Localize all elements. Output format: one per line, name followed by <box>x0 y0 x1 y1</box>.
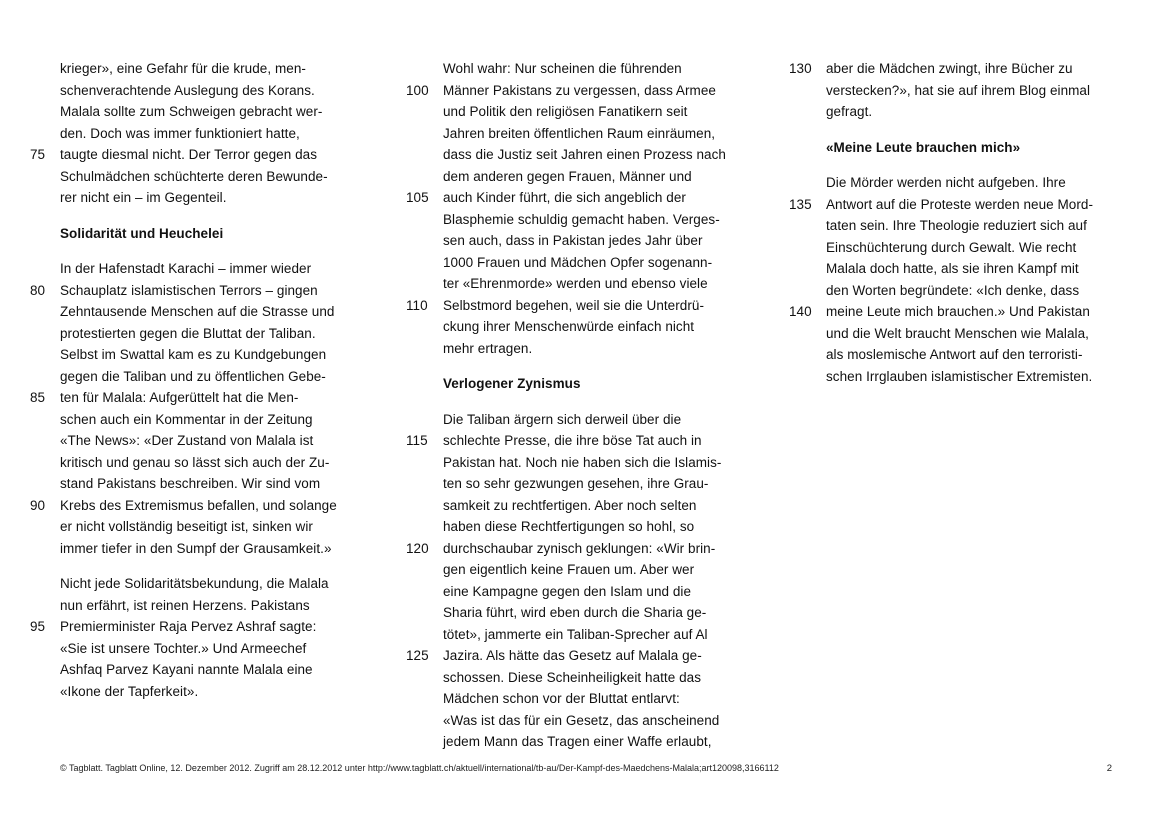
line-text: rer nicht ein – im Gegenteil. <box>60 190 227 205</box>
line-number: 130 <box>789 61 812 76</box>
line-text: krieger», eine Gefahr für die krude, men- <box>60 61 306 76</box>
text-line <box>60 344 360 366</box>
text-line <box>443 495 743 517</box>
line-text: «Was ist das für ein Gesetz, das anscheinend <box>443 712 720 728</box>
line-text: meine Leute mich brauchen.» Und Pakistan <box>826 304 1090 319</box>
line-text: Männer Pakistans zu vergessen, dass Armee <box>443 82 716 98</box>
text-line <box>60 473 360 495</box>
line-text: nun erfährt, ist reinen Herzens. Pakistans <box>60 597 310 613</box>
line-text: «Sie ist unsere Tochter.» Und Armeechef <box>60 640 307 656</box>
line-number: 135 <box>789 196 812 212</box>
text-line <box>406 645 743 667</box>
line-text: «Ikone der Tapferkeit». <box>60 683 199 699</box>
text-line <box>443 101 743 123</box>
text-line <box>60 409 360 431</box>
line-text: jedem Mann das Tragen einer Waffe erlaubt, <box>443 734 712 749</box>
line-text: Schulmädchen schüchterte deren Bewunde- <box>60 168 328 184</box>
text-line <box>406 187 743 209</box>
text-line <box>789 58 1126 80</box>
paragraph-gap <box>60 209 360 223</box>
line-text: taugte diesmal nicht. Der Terror gegen das <box>60 147 317 162</box>
paragraph-gap <box>826 158 1126 172</box>
text-line <box>443 624 743 646</box>
text-line <box>30 616 360 638</box>
line-text: Premierminister Raja Pervez Ashraf sagte: <box>60 619 317 634</box>
text-line <box>826 215 1126 237</box>
line-text: und die Welt braucht Menschen wie Malala, <box>826 325 1089 341</box>
source-citation: © Tagblatt. Tagblatt Online, 12. Dezember 2012. Zugriff am 28.12.2012 unter http://www.tagblatt.ch/aktuell/international/tb-au/Der-Kampf-des-Maedchens-Malala;art120098,3166112 <box>60 763 779 773</box>
line-number: 140 <box>789 304 812 319</box>
text-line <box>443 710 743 732</box>
line-number: 100 <box>406 82 429 98</box>
text-line <box>60 58 360 80</box>
line-text: Nicht jede Solidaritätsbekundung, die Malala <box>60 576 329 591</box>
line-text: ten so sehr gezwungen gesehen, ihre Grau- <box>443 476 709 491</box>
line-text: Wohl wahr: Nur scheinen die führenden <box>443 61 682 76</box>
line-text: schlechte Presse, die ihre böse Tat auch in <box>443 433 702 448</box>
text-line <box>60 123 360 145</box>
line-text: Krebs des Extremismus befallen, und solange <box>60 497 337 513</box>
line-text: Jahren breiten öffentlichen Raum einräumen, <box>443 125 716 141</box>
line-text: Die Taliban ärgern sich derweil über die <box>443 411 682 427</box>
line-text: tötet», jammerte ein Taliban-Sprecher auf Al <box>443 626 708 642</box>
line-text: «Meine Leute brauchen mich» <box>826 139 1021 155</box>
line-number: 110 <box>406 297 428 313</box>
paragraph-gap <box>443 359 743 373</box>
line-text: schenverachtende Auslegung des Korans. <box>60 82 315 98</box>
text-line <box>60 681 360 703</box>
line-text: 1000 Frauen und Mädchen Opfer sogenann- <box>443 254 713 270</box>
line-text: taten sein. Ihre Theologie reduziert sich auf <box>826 218 1087 233</box>
text-line <box>443 559 743 581</box>
line-text: gefragt. <box>826 104 873 119</box>
text-line <box>30 387 360 409</box>
text-line <box>443 516 743 538</box>
line-text: schossen. Diese Scheinheiligkeit hatte das <box>443 669 701 685</box>
text-line <box>443 58 743 80</box>
line-number: 80 <box>30 282 46 298</box>
line-text: Ashfaq Parvez Kayani nannte Malala eine <box>60 662 313 677</box>
section-heading <box>60 223 360 245</box>
line-text: eine Kampagne gegen den Islam und die <box>443 583 692 599</box>
paragraph-gap <box>60 559 360 573</box>
text-line <box>60 258 360 280</box>
text-line <box>443 581 743 603</box>
text-line <box>443 166 743 188</box>
text-line <box>406 430 743 452</box>
text-line <box>406 295 743 317</box>
line-text: protestierten gegen die Bluttat der Taliban. <box>60 325 316 341</box>
text-line <box>60 538 360 560</box>
line-text: sen auch, dass in Pakistan jedes Jahr über <box>443 233 703 248</box>
line-text: gen eigentlich keine Frauen um. Aber wer <box>443 562 695 577</box>
text-line <box>443 688 743 710</box>
text-line <box>60 80 360 102</box>
line-number: 115 <box>406 433 428 448</box>
line-text: Blasphemie schuldig gemacht haben. Verges- <box>443 211 720 227</box>
text-line <box>443 473 743 495</box>
line-text: In der Hafenstadt Karachi – immer wieder <box>60 261 312 276</box>
paragraph-gap <box>826 123 1126 137</box>
text-line <box>789 301 1126 323</box>
line-number: 90 <box>30 497 46 513</box>
text-line <box>30 495 360 517</box>
line-text: samkeit zu rechtfertigen. Aber noch selten <box>443 497 697 513</box>
line-text: aber die Mädchen zwingt, ihre Bücher zu <box>826 61 1073 76</box>
line-text: er nicht vollständig beseitigt ist, sinken wir <box>60 519 313 534</box>
line-text: ckung ihrer Menschenwürde einfach nicht <box>443 319 695 334</box>
text-line <box>443 123 743 145</box>
line-text: haben diese Rechtfertigungen so hohl, so <box>443 519 695 534</box>
line-text: und Politik den religiösen Fanatikern seit <box>443 104 688 119</box>
text-line <box>443 409 743 431</box>
line-text: Antwort auf die Proteste werden neue Mord- <box>826 196 1093 212</box>
line-text: Einschüchterung durch Gewalt. Wie recht <box>826 239 1077 255</box>
text-line <box>60 187 360 209</box>
line-text: verstecken?», hat sie auf ihrem Blog einmal <box>826 82 1091 98</box>
text-line <box>443 252 743 274</box>
line-number: 85 <box>30 390 46 405</box>
line-text: den. Doch was immer funktioniert hatte, <box>60 125 300 141</box>
text-line <box>443 338 743 360</box>
text-line <box>60 430 360 452</box>
text-line <box>789 194 1126 216</box>
text-line <box>443 316 743 338</box>
text-line <box>60 595 360 617</box>
text-line <box>406 80 743 102</box>
line-text: Schauplatz islamistischen Terrors – gingen <box>60 282 318 298</box>
text-column-2 <box>406 58 743 753</box>
text-line <box>30 280 360 302</box>
line-text: Jazira. Als hätte das Gesetz auf Malala ge- <box>443 648 702 663</box>
line-text: als moslemische Antwort auf den terroristi- <box>826 347 1083 362</box>
text-line <box>60 452 360 474</box>
section-heading <box>826 137 1126 159</box>
text-line <box>826 366 1126 388</box>
paragraph-gap <box>60 244 360 258</box>
line-text: Sharia führt, wird eben durch die Sharia ge- <box>443 605 707 620</box>
text-line <box>826 344 1126 366</box>
text-line <box>443 452 743 474</box>
line-text: ter «Ehrenmorde» werden und ebenso viele <box>443 276 708 291</box>
line-text: Mädchen schon vor der Bluttat entlarvt: <box>443 691 680 706</box>
text-line <box>826 101 1126 123</box>
line-text: gegen die Taliban und zu öffentlichen Gebe- <box>60 368 326 384</box>
line-text: Malala sollte zum Schweigen gebracht wer- <box>60 104 323 119</box>
line-number: 75 <box>30 147 46 162</box>
text-line <box>60 166 360 188</box>
line-text: schen auch ein Kommentar in der Zeitung <box>60 411 313 427</box>
text-column-1 <box>30 58 360 702</box>
line-text: dem anderen gegen Frauen, Männer und <box>443 168 692 184</box>
line-number: 120 <box>406 540 429 556</box>
line-text: Malala doch hatte, als sie ihren Kampf mit <box>826 261 1079 276</box>
text-line <box>443 144 743 166</box>
text-line <box>60 366 360 388</box>
line-text: dass die Justiz seit Jahren einen Prozess nach <box>443 147 726 162</box>
line-text: «The News»: «Der Zustand von Malala ist <box>60 433 314 448</box>
page-number: 2 <box>1106 763 1112 774</box>
line-number: 125 <box>406 648 429 663</box>
line-text: mehr ertragen. <box>443 340 533 356</box>
text-line <box>826 280 1126 302</box>
text-line <box>443 731 743 753</box>
line-text: Die Mörder werden nicht aufgeben. Ihre <box>826 175 1066 190</box>
paragraph-gap <box>443 395 743 409</box>
line-text: auch Kinder führt, die sich angeblich der <box>443 190 686 205</box>
line-text: Pakistan hat. Noch nie haben sich die Islamis- <box>443 454 722 470</box>
line-text: Verlogener Zynismus <box>443 376 581 391</box>
line-text: Selbst im Swattal kam es zu Kundgebungen <box>60 347 327 362</box>
line-number: 105 <box>406 190 429 205</box>
line-text: durchschaubar zynisch geklungen: «Wir brin- <box>443 540 716 556</box>
text-line <box>443 273 743 295</box>
text-line <box>443 667 743 689</box>
text-line <box>826 258 1126 280</box>
line-text: Selbstmord begehen, weil sie die Unterdrü- <box>443 297 704 313</box>
line-text: stand Pakistans beschreiben. Wir sind vom <box>60 476 321 491</box>
line-text: Solidarität und Heuchelei <box>60 225 224 241</box>
text-line <box>60 659 360 681</box>
text-line <box>443 230 743 252</box>
text-line <box>443 602 743 624</box>
line-number: 95 <box>30 619 46 634</box>
line-text: den Worten begründete: «Ich denke, dass <box>826 282 1080 298</box>
line-text: schen Irrglauben islamistischer Extremisten. <box>826 368 1093 384</box>
text-line <box>60 516 360 538</box>
text-line <box>60 101 360 123</box>
text-line <box>60 573 360 595</box>
line-text: Zehntausende Menschen auf die Strasse und <box>60 304 335 319</box>
text-line <box>826 172 1126 194</box>
text-line <box>826 80 1126 102</box>
text-line <box>30 144 360 166</box>
text-column-3 <box>789 58 1126 387</box>
text-line <box>406 538 743 560</box>
line-text: kritisch und genau so lässt sich auch der Zu- <box>60 454 330 470</box>
text-line <box>60 301 360 323</box>
text-line <box>60 323 360 345</box>
text-line <box>443 209 743 231</box>
line-text: immer tiefer in den Sumpf der Grausamkeit.» <box>60 540 332 556</box>
section-heading <box>443 373 743 395</box>
text-line <box>60 638 360 660</box>
line-text: ten für Malala: Aufgerüttelt hat die Men- <box>60 390 299 405</box>
text-line <box>826 323 1126 345</box>
text-line <box>826 237 1126 259</box>
